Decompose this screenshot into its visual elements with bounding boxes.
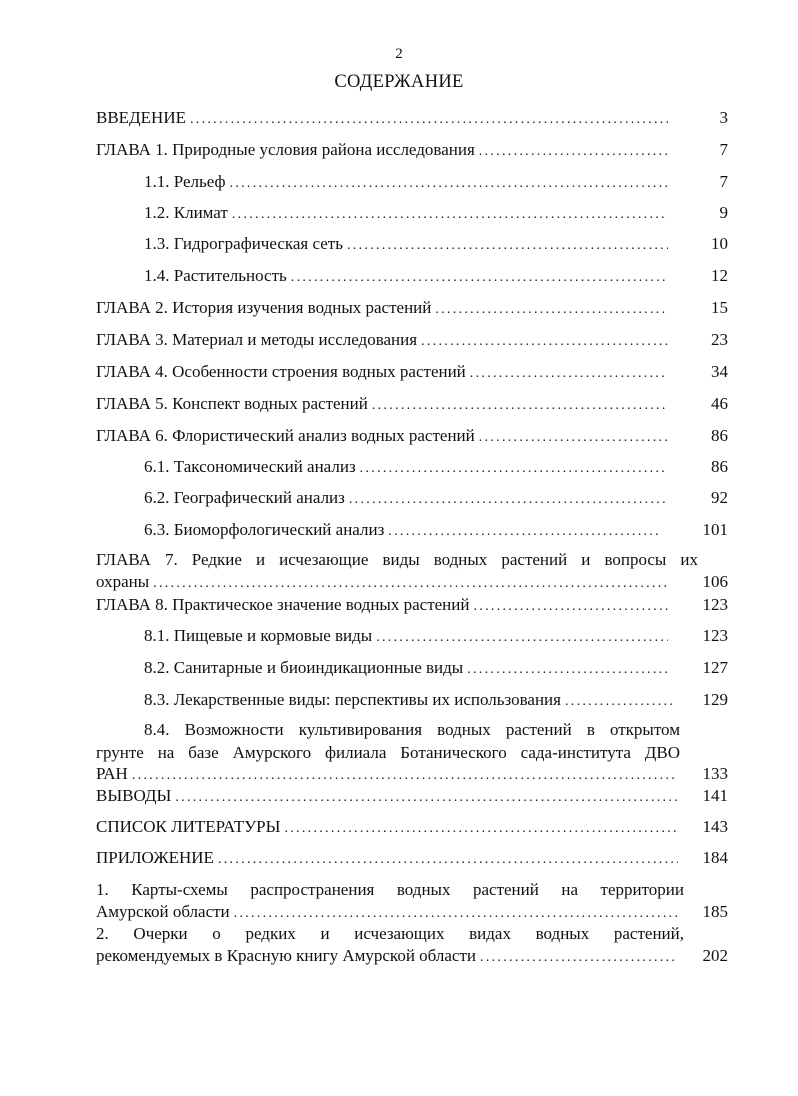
toc-page-number: 123 [702,595,728,614]
toc-leader-dots [232,201,668,225]
toc-entry [96,944,676,968]
toc-page-number: 92 [711,488,728,507]
toc-page-number: 7 [719,172,728,191]
toc-entry [96,762,680,786]
toc-leader-dots [479,424,668,448]
toc-entry [96,296,670,320]
toc-entry [96,424,670,448]
toc-entry [144,455,670,479]
toc-page-number: 10 [711,234,728,253]
toc-entry [144,201,670,225]
toc-leader-dots [435,296,668,320]
toc-entry [96,815,680,839]
toc-page-number: 123 [702,626,728,645]
toc-entry-title: 1.2. Климат [144,203,228,222]
toc-entry-title: ГЛАВА 6. Флористический анализ водных растений [96,426,475,445]
toc-leader-dots [388,518,658,542]
toc-entry-title: 6.3. Биоморфологический анализ [144,520,385,539]
toc-page-number: 23 [711,330,728,349]
toc-entry-title: 8.2. Санитарные и биоиндикационные виды [144,658,464,677]
toc-entry-title: охраны [96,572,150,591]
toc-entry-title: 1.4. Растительность [144,266,287,285]
toc-page-number: 143 [702,817,728,836]
toc-leader-dots [218,846,678,870]
toc-entry-title: ГЛАВА 8. Практическое значение водных растений [96,595,470,614]
toc-entry-line: ГЛАВА 7. Редкие и исчезающие виды водных растений и вопросы их [96,550,698,569]
toc-entry-title: ГЛАВА 4. Особенности строения водных растений [96,362,466,381]
toc-leader-dots [372,392,668,416]
toc-page-number: 86 [711,426,728,445]
toc-entry [96,360,670,384]
toc-entry-line: 2. Очерки о редких и исчезающих видах водных растений, [96,924,684,943]
toc-entry-line: грунте на базе Амурского филиала Ботанического сада-института ДВО [96,743,680,762]
toc-leader-dots [473,593,668,617]
toc-entry [96,593,670,617]
toc-page-number: 133 [702,764,728,783]
toc-entry [144,656,670,680]
toc-entry-title: ПРИЛОЖЕНИЕ [96,848,214,867]
toc-leader-dots [349,486,668,510]
toc-entry-title: 1.3. Гидрографическая сеть [144,234,343,253]
toc-page-number: 129 [702,690,728,709]
toc-entry-title: 6.2. Географический анализ [144,488,345,507]
toc-entry [96,392,670,416]
toc-entry-title: РАН [96,764,128,783]
toc-leader-dots [467,656,668,680]
toc-page-number: 7 [719,140,728,159]
toc-entry-title: 8.1. Пищевые и кормовые виды [144,626,373,645]
toc-leader-dots [230,170,668,194]
toc-entry [144,518,660,542]
toc-leader-dots [234,900,678,924]
toc-entry [96,784,680,808]
toc-entry-title: рекомендуемых в Красную книгу Амурской области [96,946,477,965]
toc-entry-title: 6.1. Таксономический анализ [144,457,356,476]
toc-entry [96,138,670,162]
toc-leader-dots [284,815,678,839]
toc-leader-dots [347,232,668,256]
toc-leader-dots [470,360,668,384]
toc-entry-title: СПИСОК ЛИТЕРАТУРЫ [96,817,281,836]
toc-entry [96,328,670,352]
toc-page-number: 141 [702,786,728,805]
toc-entry-title: 8.3. Лекарственные виды: перспективы их использования [144,690,561,709]
toc-leader-dots [480,944,674,968]
toc-leader-dots [190,106,668,130]
toc-leader-dots [175,784,678,808]
toc-entry [144,170,670,194]
toc-entry-title: ВВЕДЕНИЕ [96,108,186,127]
toc-page-number: 12 [711,266,728,285]
toc-page-number: 9 [719,203,728,222]
toc-leader-dots [479,138,668,162]
toc-entry-title: ГЛАВА 3. Материал и методы исследования [96,330,418,349]
toc-page-number: 86 [711,457,728,476]
toc-entry [96,900,680,924]
toc-page-number: 202 [702,946,728,965]
toc-entry-line: 8.4. Возможности культивирования водных растений в открытом [144,720,680,739]
toc-page-number: 15 [711,298,728,317]
page-title: СОДЕРЖАНИЕ [334,72,464,92]
toc-leader-dots [565,688,676,712]
toc-entry [96,570,670,594]
toc-leader-dots [376,624,668,648]
toc-entry-title: ГЛАВА 5. Конспект водных растений [96,394,368,413]
toc-entry [96,106,670,130]
toc-leader-dots [291,264,668,288]
toc-entry-title: 1.1. Рельеф [144,172,226,191]
page-number: 2 [395,46,403,62]
toc-entry-line: 1. Карты-схемы распространения водных растений на территории [96,880,684,899]
toc-entry [144,624,670,648]
toc-page-number: 127 [702,658,728,677]
toc-entry-title: ГЛАВА 2. История изучения водных растений [96,298,432,317]
toc-page-number: 46 [711,394,728,413]
toc-page-number: 184 [702,848,728,867]
toc-leader-dots [132,762,678,786]
toc-entry [144,232,670,256]
toc-page-number: 3 [719,108,728,127]
toc-entry [96,846,680,870]
toc-page-number: 101 [702,520,728,539]
toc-page-number: 106 [702,572,728,591]
toc-leader-dots [153,570,668,594]
toc-entry-title: ВЫВОДЫ [96,786,172,805]
toc-entry [144,688,678,712]
toc-entry [144,264,670,288]
toc-leader-dots [421,328,668,352]
toc-entry-title: ГЛАВА 1. Природные условия района исследования [96,140,475,159]
toc-leader-dots [360,455,668,479]
toc-entry [144,486,670,510]
toc-page-number: 185 [702,902,728,921]
toc-page-number: 34 [711,362,728,381]
toc-entry-title: Амурской области [96,902,230,921]
